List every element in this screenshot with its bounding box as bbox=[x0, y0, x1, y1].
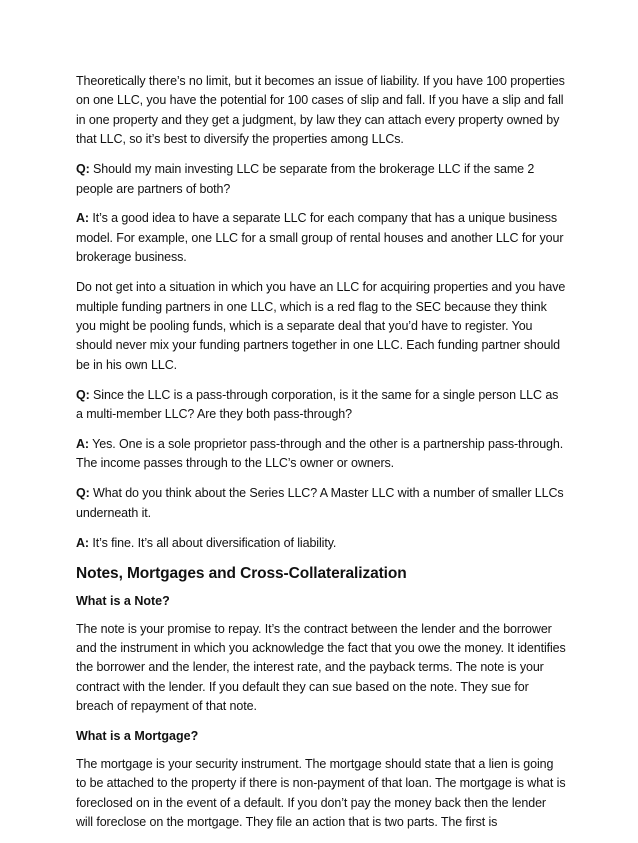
intro-paragraph: Theoretically there’s no limit, but it becomes an issue of liability. If you have 100 properties on one LLC, you have the potential for 100 cases of slip and fall. If you have a slip and fall in one property and they get a judgment, by law they can attach every property owned by that LLC, so it’s best to diversify the properties among LLCs. bbox=[76, 74, 565, 147]
document-page bbox=[76, 72, 566, 843]
note-subheading: What is a Note? bbox=[76, 593, 170, 608]
a-label: A: bbox=[76, 535, 89, 550]
question-3-text: What do you think about the Series LLC? A Master LLC with a number of smaller LLCs underneath it. bbox=[76, 486, 564, 520]
question-2 bbox=[76, 386, 566, 425]
a-label: A: bbox=[76, 437, 89, 451]
answer-1-text: It’s a good idea to have a separate LLC for each company that has a unique business model. For example, one LLC for a small group of rental houses and another LLC for your brokerage business. bbox=[76, 211, 564, 265]
answer-1 bbox=[76, 209, 566, 267]
mortgage-paragraph: The mortgage is your security instrument. The mortgage should state that a lien is going to be attached to the property if there is non-payment of that loan. The mortgage is what is foreclosed on in the event of a default. If you don’t pay the money back then the lender will foreclose on the mortgage. They file an action that is two parts. The first is bbox=[76, 757, 566, 830]
answer-3 bbox=[76, 534, 566, 553]
q-label: Q: bbox=[76, 162, 90, 177]
answer-2-text: Yes. One is a sole proprietor pass-through and the other is a partnership pass-through. The income passes through to the LLC’s owner or owners. bbox=[76, 437, 564, 471]
question-1-text: Should my main investing LLC be separate from the brokerage LLC if the same 2 people are partners of both? bbox=[76, 162, 535, 196]
answer-3-text: It’s fine. It’s all about diversification of liability. bbox=[89, 535, 337, 550]
q-label: Q: bbox=[76, 486, 90, 501]
q-label: Q: bbox=[76, 387, 90, 402]
a-label: A: bbox=[76, 211, 89, 226]
answer-2 bbox=[76, 435, 566, 474]
section-heading: Notes, Mortgages and Cross-Collateralization bbox=[76, 564, 407, 582]
mortgage-subheading: What is a Mortgage? bbox=[76, 729, 199, 744]
question-1 bbox=[76, 160, 566, 199]
note-paragraph: The note is your promise to repay. It’s the contract between the lender and the borrower and the instrument in which you acknowledge the fact that you owe the money. It identifies the borrower and the lender, the interest rate, and the payback terms. The note is your contract with the lender. If you default they can sue based on the note. They sue for breach of repayment of that note. bbox=[76, 621, 566, 714]
funding-partners-paragraph: Do not get into a situation in which you have an LLC for acquiring properties and you have multiple funding partners in one LLC, which is a red flag to the SEC because they think you might be pooling funds, which is a separate deal that you’d have to register. You should never mix your funding partners together in one LLC. Each funding partner should be in his own LLC. bbox=[76, 280, 566, 372]
question-2-text: Since the LLC is a pass-through corporation, is it the same for a single person LLC as a multi-member LLC? Are they both pass-through? bbox=[76, 387, 559, 422]
question-3 bbox=[76, 484, 566, 523]
